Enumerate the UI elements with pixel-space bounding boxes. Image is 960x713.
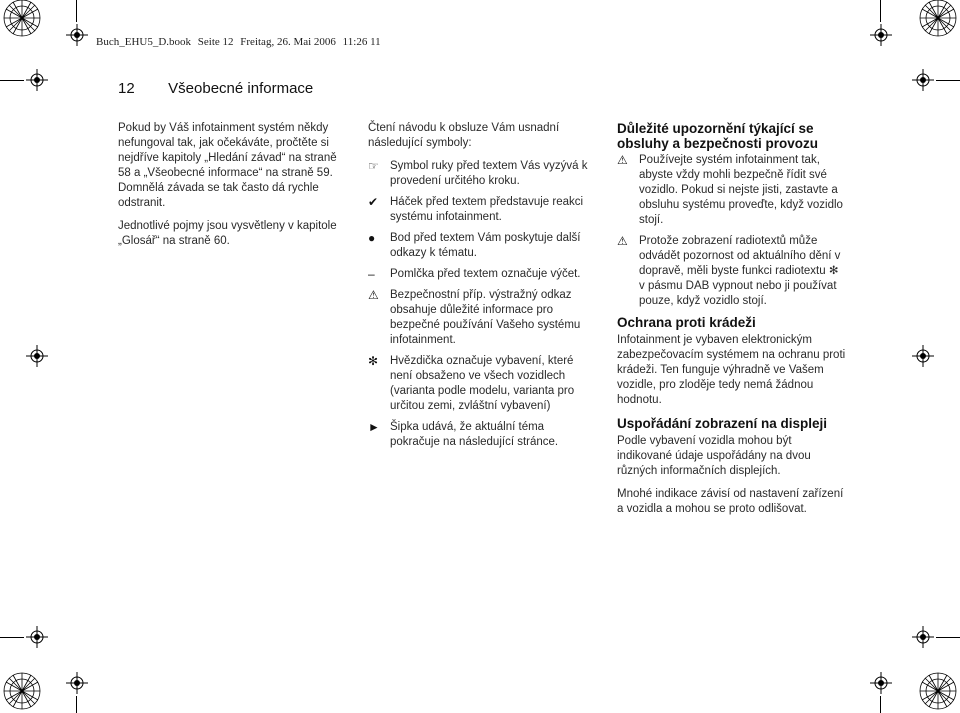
glossary-paragraph: Jednotlivé pojmy jsou vysvětleny v kapitole „Glosář“ na straně 60. <box>118 220 337 247</box>
header-time: 11:26 11 <box>342 36 381 48</box>
trim-line-right-bottom <box>936 637 960 638</box>
chapter-title: Všeobecné informace <box>168 80 314 97</box>
column-symbols <box>368 121 596 456</box>
trim-line-left-top <box>0 80 24 81</box>
chapter-heading <box>118 80 313 97</box>
symbol-text: Háček před textem představuje reakci systému infotainment. <box>390 196 584 223</box>
pointing-hand-icon: ☞ <box>368 159 379 173</box>
symbol-item <box>368 195 596 225</box>
trim-line-right-top <box>936 80 960 81</box>
symbol-text: Symbol ruky před textem Vás vyzývá k provedení určitého kroku. <box>390 160 588 187</box>
crosshair-top-right-a <box>870 24 892 46</box>
trim-line-left-bottom <box>0 637 24 638</box>
crosshair-bottom-left-b <box>66 672 88 694</box>
warning-triangle-icon: ⚠ <box>368 288 379 302</box>
warning-triangle-icon: ⚠ <box>617 234 628 248</box>
symbol-item <box>368 159 596 189</box>
safety-heading: Důležité upozornění týkající se obsluhy a bezpečnosti provozu <box>617 121 819 151</box>
warning-text: Používejte systém infotainment tak, abyste vždy mohli bezpečně řídit své vozidlo. Pokud si nejste jisti, zastavte a obsluhu systému proveďte, když vozidlo stojí. <box>639 154 843 226</box>
crosshair-bottom-right-b <box>870 672 892 694</box>
registration-mark-top-left <box>2 0 42 38</box>
registration-mark-bottom-left <box>2 671 42 711</box>
symbol-text: Hvězdička označuje vybavení, které není obsaženo ve všech vozidlech (varianta podle modelu, varianta pro určitou zemi, zvláštní vybavení) <box>390 355 575 412</box>
warning-text: Protože zobrazení radiotextů může odvádět pozornost od aktuálního dění v dopravě, měli byste funkci radiotextu ✻ v pásmu DAB vypnout nebo ji používat pouze, když vozidlo stojí. <box>639 235 841 307</box>
trim-line-bottom-right <box>880 696 881 713</box>
trim-line-top-right <box>880 0 881 22</box>
symbol-text: Bezpečnostní příp. výstražný odkaz obsahuje důležité informace pro bezpečné používání Vašeho systému infotainment. <box>390 289 581 346</box>
page-number: 12 <box>118 80 135 97</box>
crosshair-mid-left <box>26 345 48 367</box>
star-icon: ✻ <box>368 354 379 368</box>
column-safety <box>617 121 847 525</box>
symbol-text: Pomlčka před textem označuje výčet. <box>390 268 581 280</box>
theft-heading: Ochrana proti krádeži <box>617 315 756 330</box>
header-page-label: Seite 12 <box>197 36 234 48</box>
symbol-text: Šipka udává, že aktuální téma pokračuje na následující stránce. <box>390 421 559 448</box>
checkmark-icon: ✔ <box>368 195 379 209</box>
symbol-item <box>368 267 596 282</box>
print-header <box>96 36 385 48</box>
registration-mark-top-right <box>918 0 958 38</box>
crosshair-top-left-b <box>26 69 48 91</box>
symbol-item <box>368 288 596 348</box>
registration-mark-bottom-right <box>918 671 958 711</box>
symbols-intro: Čtení návodu k obsluze Vám usnadní následující symboly: <box>368 122 560 149</box>
crosshair-mid-right <box>912 345 934 367</box>
crosshair-top-left-a <box>66 24 88 46</box>
display-paragraph: Podle vybavení vozidla mohou být indikované údaje uspořádány na dvou různých informačních displejích. <box>617 435 811 477</box>
arrow-right-icon: ► <box>368 420 380 434</box>
trim-line-bottom-left <box>76 696 77 713</box>
warning-item <box>617 234 847 309</box>
symbol-text: Bod před textem Vám poskytuje další odkazy k tématu. <box>390 232 581 259</box>
symbol-item <box>368 231 596 261</box>
header-date: Freitag, 26. Mai 2006 <box>240 36 336 48</box>
warning-triangle-icon: ⚠ <box>617 153 628 167</box>
crosshair-bottom-left-a <box>26 626 48 648</box>
header-file: Buch_EHU5_D.book <box>96 36 192 48</box>
intro-paragraph: Pokud by Váš infotainment systém někdy nefungoval tak, jak očekáváte, pročtěte si nejdříve kapitoly „Hledání závad“ na straně 58 a „Všeobecné informace“ na straně 59. Domnělá závada se tak často dá rychle odstranit. <box>118 122 337 209</box>
column-intro <box>118 121 340 257</box>
crosshair-top-right-b <box>912 69 934 91</box>
symbol-item <box>368 420 596 450</box>
bullet-dot-icon: ● <box>368 231 376 245</box>
theft-paragraph: Infotainment je vybaven elektronickým zabezpečovacím systémem na ochranu proti krádeži. Ten funguje výhradně ve Vašem vozidle, pro zloděje tedy nemá žádnou hodnotu. <box>617 334 846 406</box>
symbol-item <box>368 354 596 414</box>
display-paragraph-2: Mnohé indikace závisí od nastavení zařízení a vozidla a mohou se proto odlišovat. <box>617 488 844 515</box>
warning-item <box>617 153 847 228</box>
trim-line-top-left <box>76 0 77 22</box>
display-heading: Uspořádání zobrazení na displeji <box>617 416 828 431</box>
dash-icon: – <box>368 267 375 281</box>
crosshair-bottom-right-a <box>912 626 934 648</box>
